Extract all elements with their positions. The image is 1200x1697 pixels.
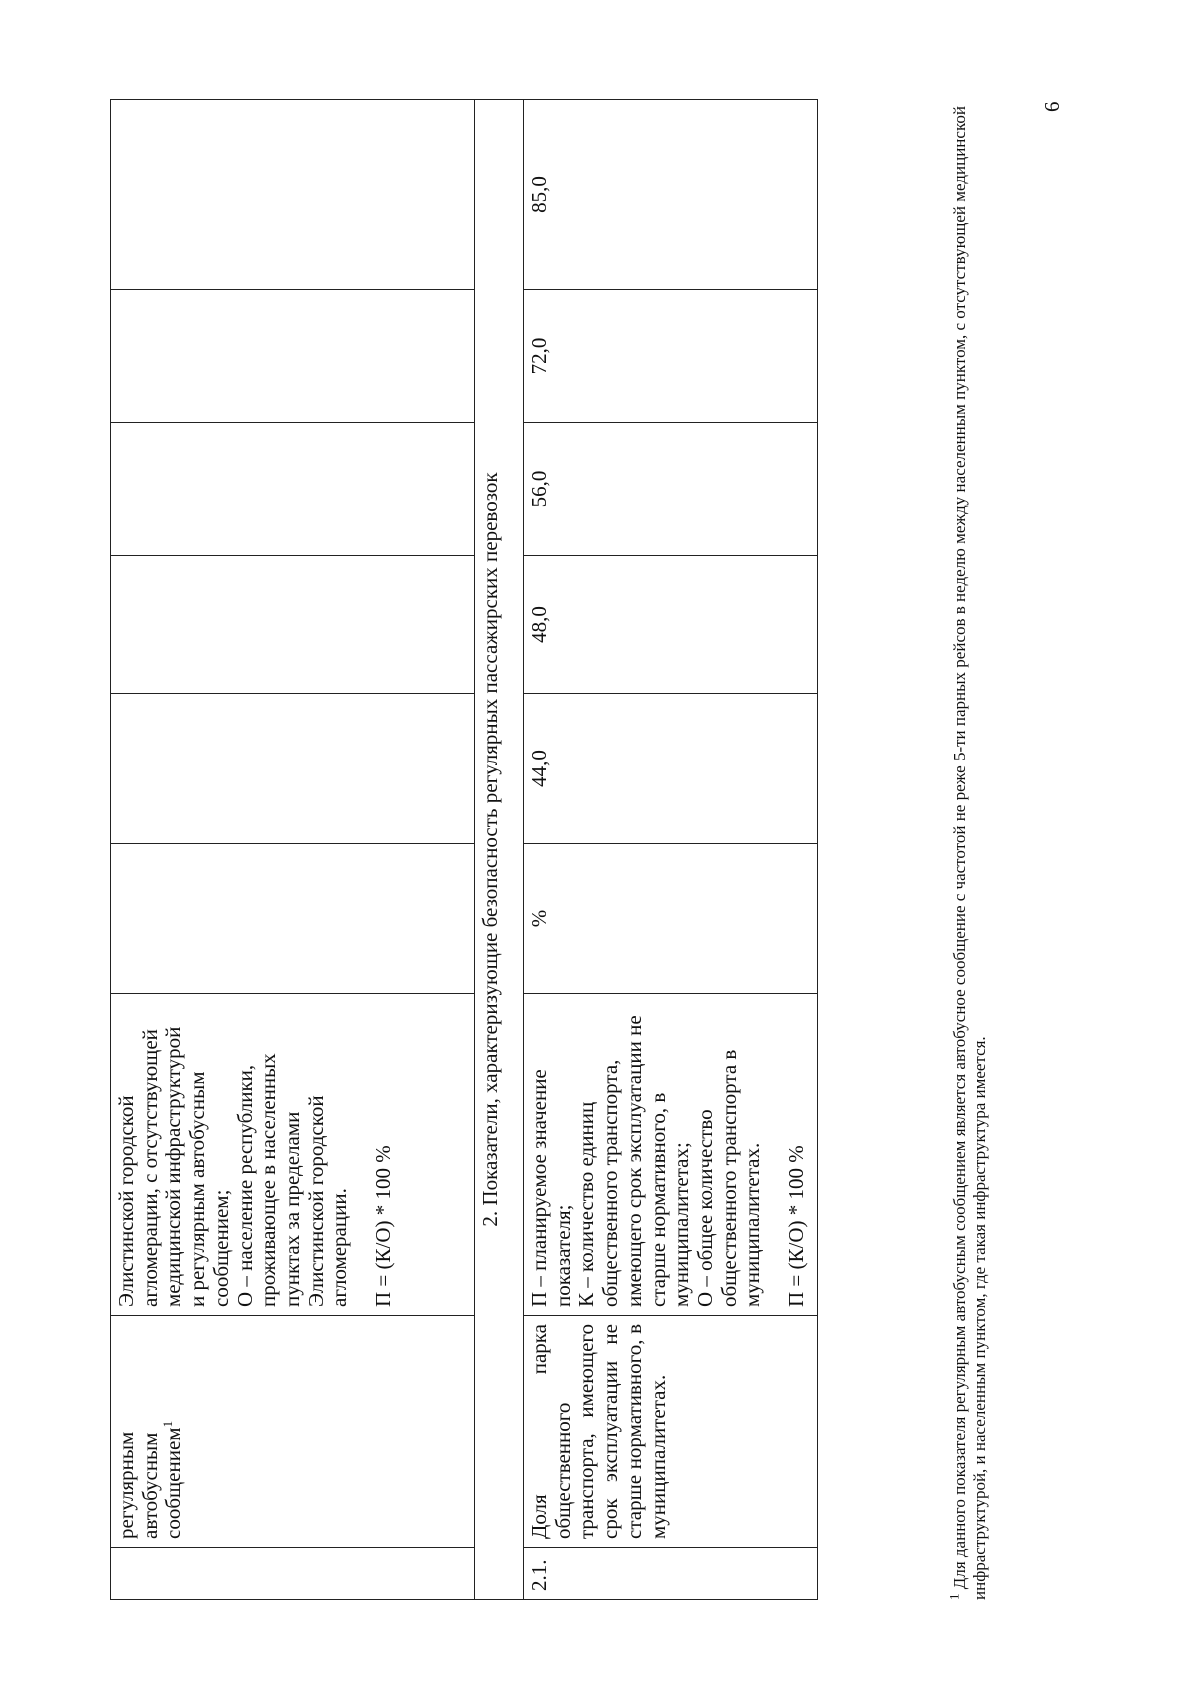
value-cell: 48,0: [524, 556, 818, 694]
section-header: 2. Показатели, характеризующие безопасность регулярных пассажирских перевозок: [475, 100, 524, 1600]
methodology-cell: [111, 994, 475, 1316]
methodology-line: К – количество единиц: [574, 1101, 599, 1307]
indicator-text-line1: регулярным автобусным: [114, 1431, 162, 1539]
table-row-continuation: [111, 100, 475, 1600]
methodology-line: пунктах за пределами: [280, 1111, 305, 1307]
methodology-line: имеющего срок эксплуатации не: [621, 1015, 646, 1307]
value-cell: 44,0: [524, 694, 818, 844]
formula-text: П = (К/О) * 100 %: [371, 1145, 396, 1307]
indicator-cell: Доля парка общественного транспорта, имеющего срок эксплуатации не старше нормативного, в муниципалитетах.: [524, 1316, 818, 1548]
methodology-line: муниципалитетах.: [740, 1142, 765, 1307]
indicator-text-line2: сообщением: [161, 1427, 186, 1539]
methodology-line: общественного транспорта,: [598, 1059, 623, 1307]
value-cell: [111, 100, 475, 290]
value-cell: 85,0: [524, 100, 818, 290]
value-cell: [111, 556, 475, 694]
methodology-line: муниципалитетах;: [669, 1142, 694, 1307]
section-header-row: [475, 100, 524, 1600]
methodology-line: старше нормативного, в: [645, 1092, 670, 1307]
indicators-table: [110, 99, 818, 1600]
methodology-line: проживающее в населенных: [256, 1053, 281, 1307]
methodology-cell: [524, 994, 818, 1316]
methodology-line: О – население республики,: [232, 1064, 257, 1307]
methodology-line: Элистинской городской: [303, 1095, 328, 1307]
row-number-cell: 2.1.: [524, 1548, 818, 1600]
methodology-line: сообщением;: [208, 1189, 233, 1307]
value-cell: [111, 290, 475, 423]
value-cell: 56,0: [524, 423, 818, 556]
formula-text: П = (К/О) * 100 %: [784, 1145, 809, 1307]
footnote-text: Для данного показателя регулярным автобусным сообщением является автобусное сообщение с частотой не реже 5-ти парных рейсов в неделю между населенным пунктом, с отсутствующей медицинской инфраструктурой, и населенным пунктом, где такая инфраструктура имеется.: [950, 106, 990, 1600]
value-cell: 72,0: [524, 290, 818, 423]
methodology-line: медицинской инфраструктурой: [161, 1026, 186, 1307]
methodology-line: агломерации, с отсутствующей: [137, 1029, 162, 1307]
page-number: 6: [1040, 101, 1064, 112]
methodology-line: агломерации.: [327, 1188, 352, 1307]
table-row-2-1: [524, 100, 818, 1600]
unit-cell: [111, 844, 475, 994]
row-number-cell: [111, 1548, 475, 1600]
methodology-line: Элистинской городской: [114, 1095, 138, 1307]
methodology-line: и регулярным автобусным: [185, 1071, 210, 1307]
methodology-line: О – общее количество: [693, 1109, 718, 1307]
methodology-line: П – планируемое значение: [527, 1069, 551, 1307]
value-cell: [111, 423, 475, 556]
footnote-mark: 1: [160, 1420, 176, 1428]
footnote-mark: 1: [946, 1593, 962, 1600]
methodology-line: общественного транспорта в: [716, 1049, 741, 1307]
indicator-cell: [111, 1316, 475, 1548]
value-cell: [111, 694, 475, 844]
unit-cell: %: [524, 844, 818, 994]
methodology-line: показателя;: [550, 1204, 575, 1307]
footnote: [946, 100, 991, 1600]
